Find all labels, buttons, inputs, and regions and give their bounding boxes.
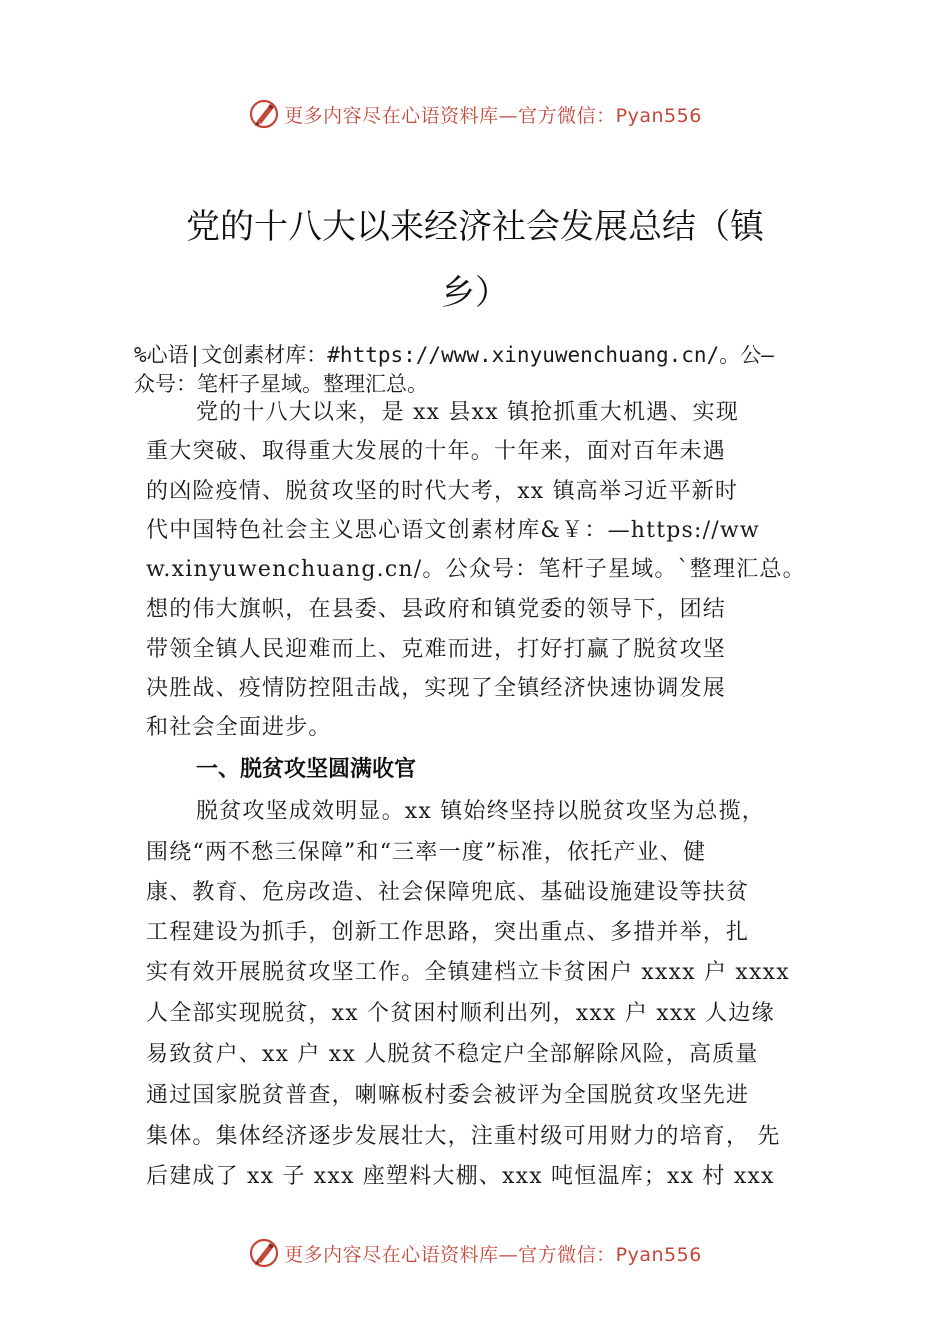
banner-text: 更多内容尽在心语资料库—官方微信：Pyan556 [284,104,702,127]
source-note-line: %心语|文创素材库：#https://www.xinyuwenchuang.cn/。公— [134,343,774,367]
section-heading: 一、脱贫攻坚圆满收官 [196,757,417,782]
paragraph-line: 代中国特色社会主义思心语文创素材库&￥：—https://ww [146,518,760,543]
paragraph-line: 围绕“两不愁三保障”和“三率一度”标准，依托产业、健 [146,840,707,865]
footer-banner [0,1233,950,1273]
paragraph-line: 重大突破、取得重大发展的十年。十年来，面对百年未遇 [146,439,727,464]
paragraph-line: 带领全镇人民迎难而上、克难而进，打好打赢了脱贫攻坚 [146,637,727,662]
document-title-line-1: 党的十八大以来经济社会发展总结（镇 [186,207,764,247]
paragraph-line: 实有效开展脱贫攻坚工作。全镇建档立卡贫困户 xxxx 户 xxxx [146,960,790,985]
paragraph-line: 想的伟大旗帜，在县委、县政府和镇党委的领导下，团结 [146,597,727,622]
paragraph-line: 的凶险疫情、脱贫攻坚的时代大考，xx 镇高举习近平新时 [146,479,739,504]
paragraph-line: 党的十八大以来，是 xx 县xx 镇抢抓重大机遇、实现 [196,400,740,425]
paragraph-line: 决胜战、疫情防控阻击战，实现了全镇经济快速协调发展 [146,676,727,701]
paragraph-line: 易致贫户、xx 户 xx 人脱贫不稳定户全部解除风险，高质量 [146,1042,759,1067]
pen-logo-icon [248,1237,280,1269]
pen-logo-icon [248,98,280,130]
paragraph-line: 通过国家脱贫普查，喇嘛板村委会被评为全国脱贫攻坚先进 [146,1083,750,1108]
paragraph-line: 和社会全面进步。 [146,715,332,740]
paragraph-line: 集体。集体经济逐步发展壮大，注重村级可用财力的培育， 先 [146,1124,781,1149]
paragraph-line: w.xinyuwenchuang.cn/。公众号：笔杆子星域。`整理汇总。 [146,557,806,582]
paragraph-line: 工程建设为抓手，创新工作思路，突出重点、多措并举，扎 [146,920,750,945]
wechat-id: Pyan556 [615,104,702,127]
header-banner [0,94,950,134]
document-title-line-2: 乡） [441,273,509,313]
paragraph-line: 人全部实现脱贫，xx 个贫困村顺利出列，xxx 户 xxx 人边缘 [146,1001,775,1026]
paragraph-line: 后建成了 xx 子 xxx 座塑料大棚、xxx 吨恒温库；xx 村 xxx [146,1164,775,1189]
source-note-line: 众号：笔杆子星域。整理汇总。 [134,372,428,396]
banner-text: 更多内容尽在心语资料库—官方微信：Pyan556 [284,1243,702,1266]
paragraph-line: 康、教育、危房改造、社会保障兜底、基础设施建设等扶贫 [146,880,750,905]
wechat-id: Pyan556 [615,1243,702,1266]
paragraph-line: 脱贫攻坚成效明显。xx 镇始终坚持以脱贫攻坚为总揽， [196,799,766,824]
